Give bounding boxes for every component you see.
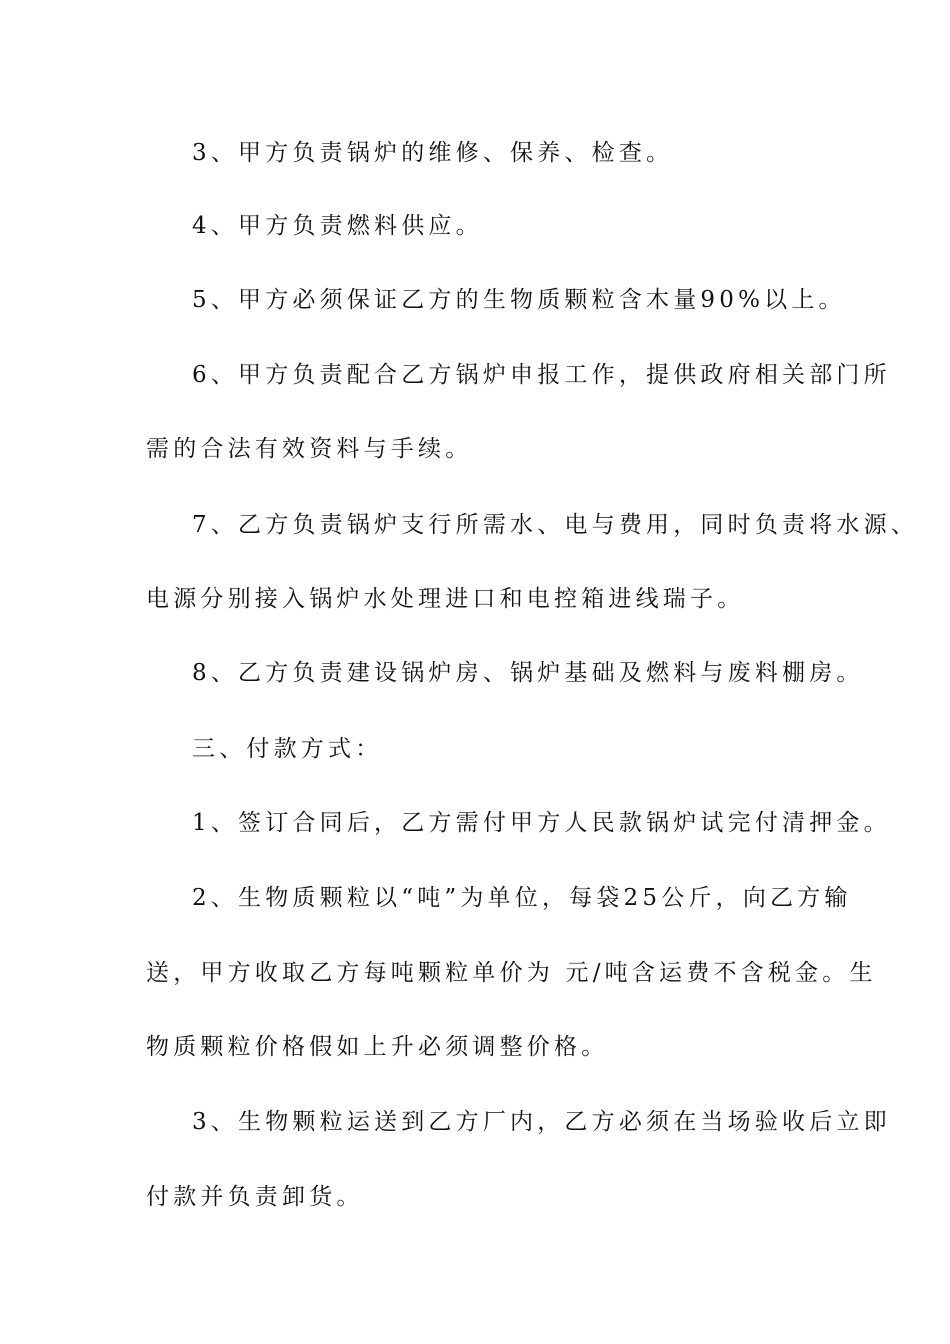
paragraph-8-line-1: 1、签订合同后，乙方需付甲方人民款锅炉试完付清押金。 — [192, 810, 891, 836]
paragraph-9-line-3: 物质颗粒价格假如上升必须调整价格。 — [146, 1034, 609, 1060]
section-heading: 三、付款方式： — [192, 736, 383, 762]
paragraph-9-line-2: 送，甲方收取乙方每吨颗粒单价为 元/吨含运费不含税金。生 — [146, 960, 877, 986]
paragraph-1-line-1: 3、甲方负责锅炉的维修、保养、检查。 — [192, 140, 674, 166]
paragraph-9-line-1: 2、生物质颗粒以“吨”为单位，每袋25公斤，向乙方输 — [192, 885, 852, 911]
paragraph-10-line-1: 3、生物颗粒运送到乙方厂内，乙方必须在当场验收后立即 — [192, 1109, 891, 1135]
paragraph-4-line-1: 6、甲方负责配合乙方锅炉申报工作，提供政府相关部门所 — [192, 362, 891, 388]
paragraph-6-line-1: 8、乙方负责建设锅炉房、锅炉基础及燃料与废料棚房。 — [192, 660, 864, 686]
paragraph-5-line-1: 7、乙方负责锅炉支行所需水、电与费用，同时负责将水源、 — [192, 512, 919, 538]
paragraph-5-line-2: 电源分别接入锅炉水处理进口和电控箱进线瑞子。 — [146, 586, 745, 612]
paragraph-10-line-2: 付款并负责卸货。 — [146, 1184, 364, 1210]
paragraph-4-line-2: 需的合法有效资料与手续。 — [146, 436, 473, 462]
paragraph-2-line-1: 4、甲方负责燃料供应。 — [192, 213, 483, 239]
paragraph-3-line-1: 5、甲方必须保证乙方的生物质颗粒含木量90%以上。 — [192, 287, 846, 313]
